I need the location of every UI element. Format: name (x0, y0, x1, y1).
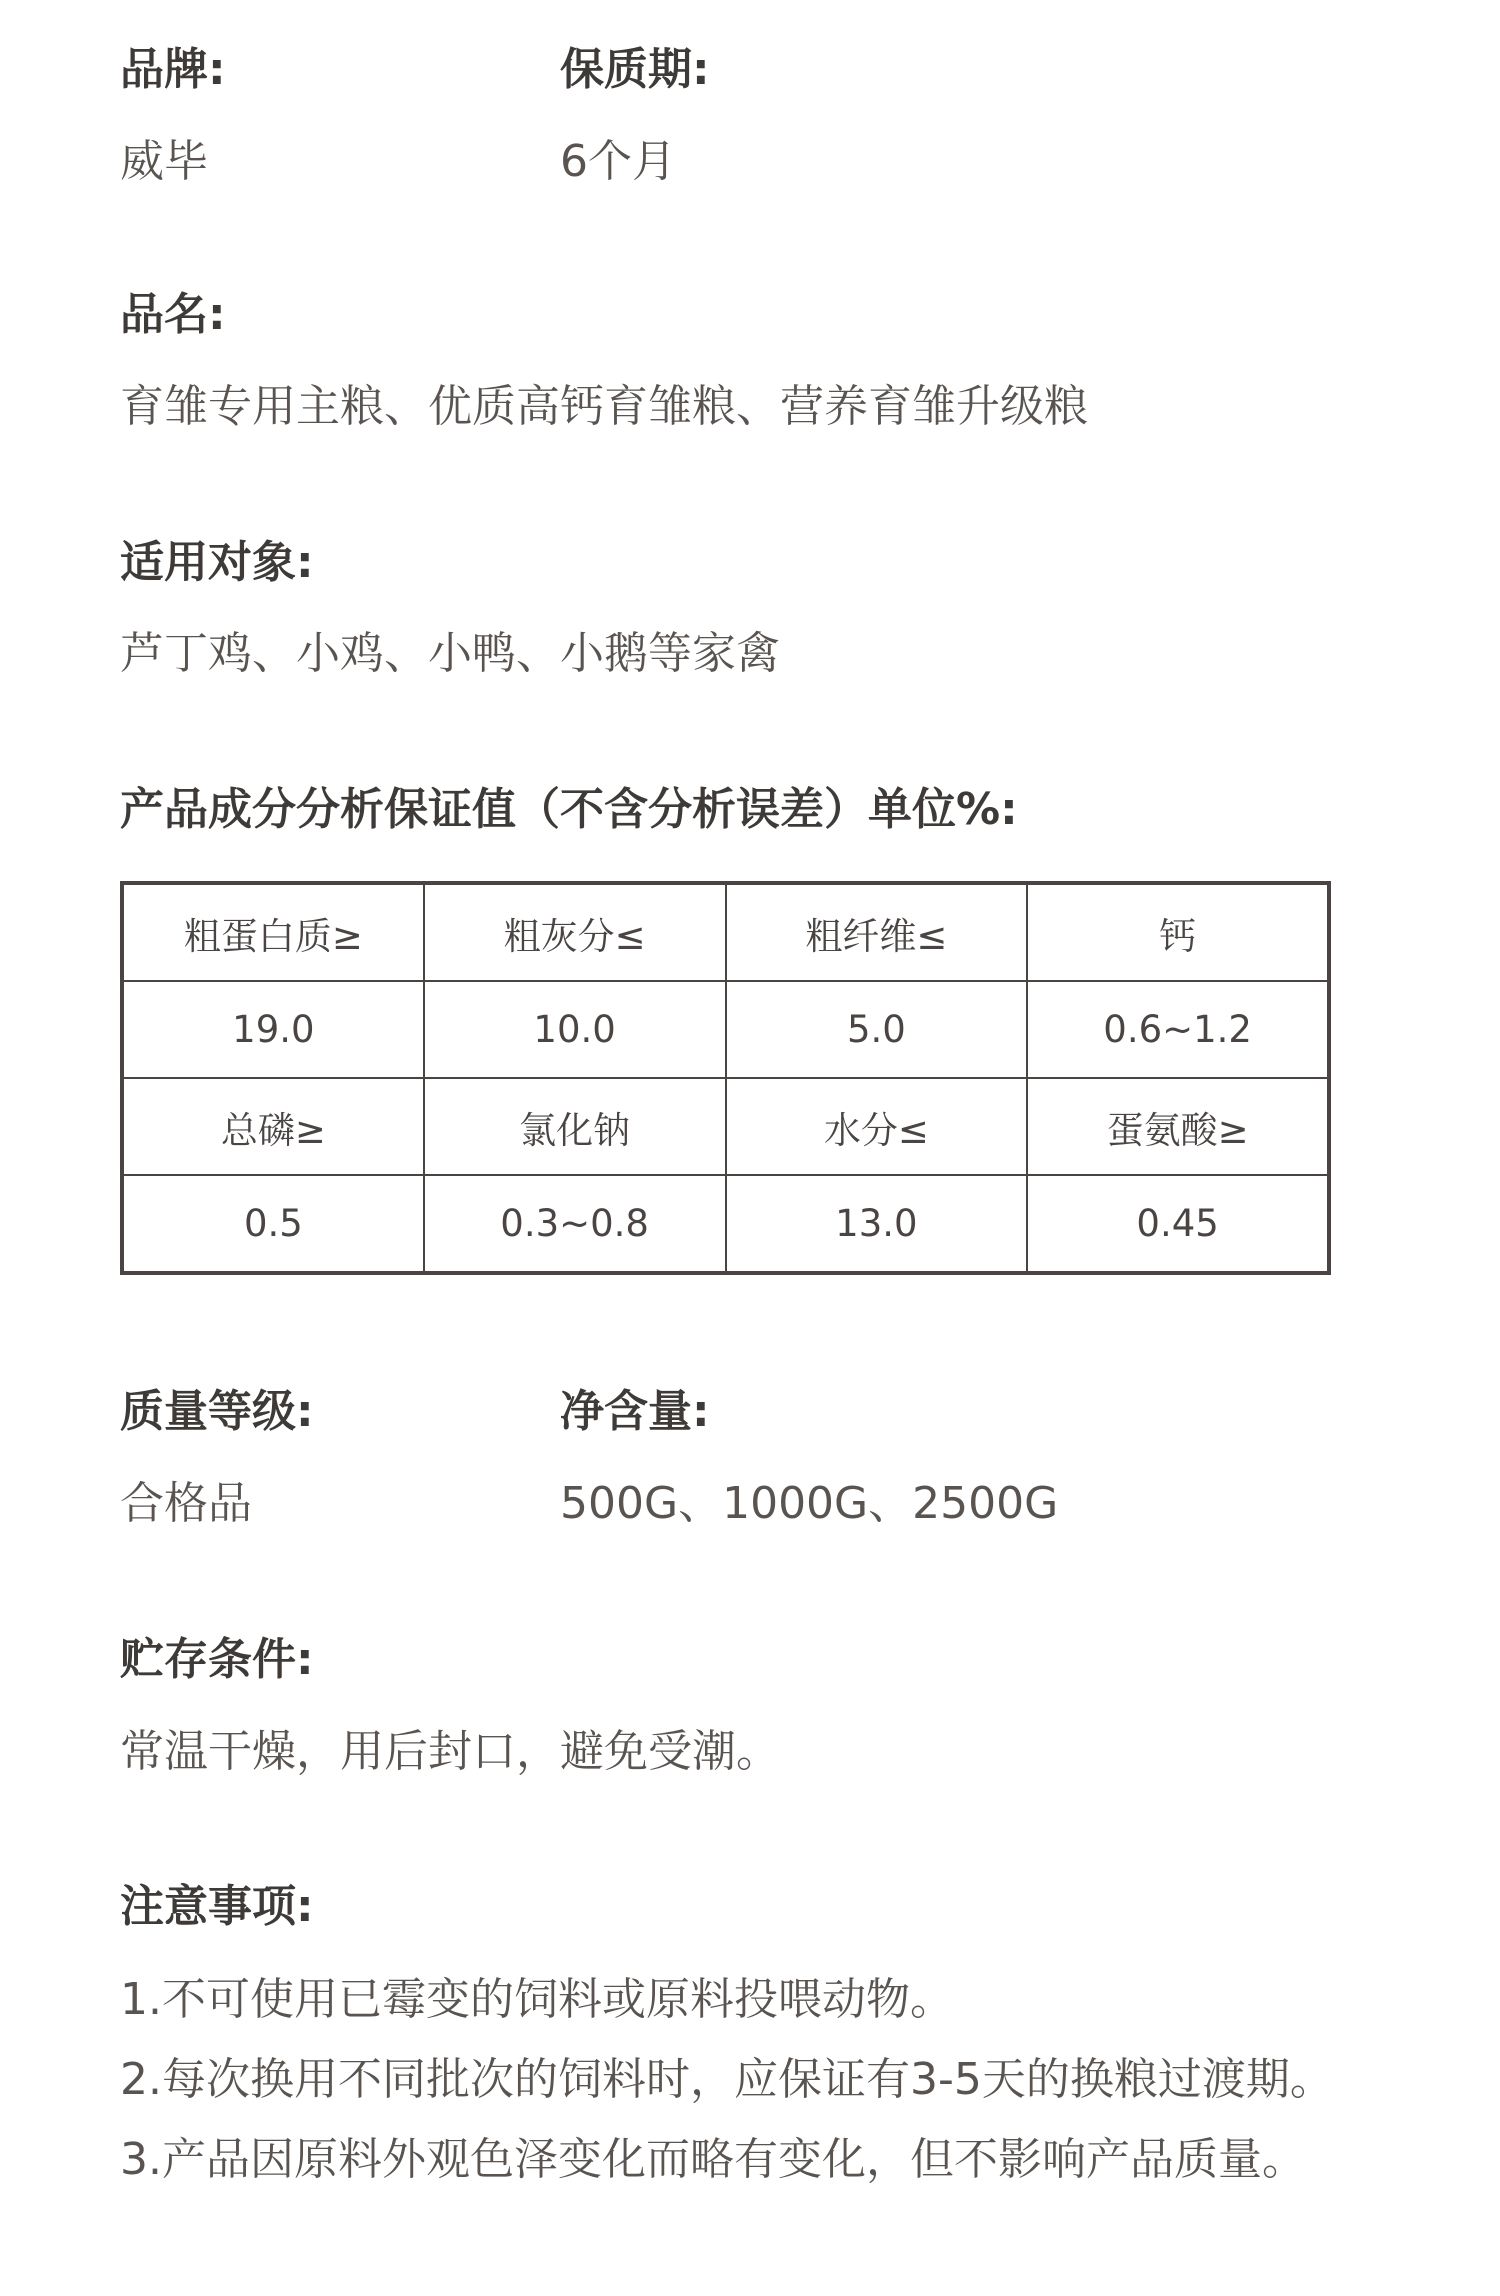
table-cell-methionine-label: 蛋氨酸≥ (1027, 1078, 1329, 1175)
net-content-label: 净含量: (560, 1386, 710, 1437)
shelf-life-label: 保质期: (560, 44, 710, 95)
shelf-life-value: 6个月 (560, 136, 676, 187)
table-row (122, 1078, 1329, 1175)
storage-value: 常温干燥，用后封口，避免受潮。 (120, 1726, 780, 1777)
table-row (122, 1175, 1329, 1273)
table-cell-moisture-label: 水分≤ (726, 1078, 1028, 1175)
table-row (122, 883, 1329, 981)
table-cell-moisture-value: 13.0 (726, 1175, 1028, 1273)
analysis-table (120, 881, 1331, 1275)
note-item: 1.不可使用已霉变的饲料或原料投喂动物。 (120, 1974, 954, 2025)
table-cell-crude-ash-value: 10.0 (424, 981, 726, 1078)
table-cell-calcium-value: 0.6~1.2 (1027, 981, 1329, 1078)
product-name-label: 品名: (120, 289, 226, 340)
product-name-value: 育雏专用主粮、优质高钙育雏粮、营养育雏升级粮 (120, 381, 1088, 432)
quality-grade-label: 质量等级: (120, 1386, 314, 1437)
note-item: 2.每次换用不同批次的饲料时，应保证有3-5天的换粮过渡期。 (120, 2054, 1334, 2105)
applicable-value: 芦丁鸡、小鸡、小鸭、小鹅等家禽 (120, 628, 780, 679)
storage-label: 贮存条件: (120, 1634, 314, 1685)
table-cell-crude-ash-label: 粗灰分≤ (424, 883, 726, 981)
notes-list (120, 1960, 1334, 2200)
brand-label: 品牌: (120, 44, 226, 95)
applicable-label: 适用对象: (120, 537, 314, 588)
table-cell-calcium-label: 钙 (1027, 883, 1329, 981)
table-cell-crude-fiber-label: 粗纤维≤ (726, 883, 1028, 981)
table-cell-total-phosphorus-value: 0.5 (122, 1175, 424, 1273)
net-content-value: 500G、1000G、2500G (560, 1478, 1059, 1529)
table-cell-sodium-chloride-label: 氯化钠 (424, 1078, 726, 1175)
quality-grade-value: 合格品 (120, 1478, 252, 1529)
analysis-title: 产品成分分析保证值（不含分析误差）单位%: (120, 784, 1018, 835)
notes-label: 注意事项: (120, 1881, 314, 1932)
table-cell-crude-protein-value: 19.0 (122, 981, 424, 1078)
table-cell-methionine-value: 0.45 (1027, 1175, 1329, 1273)
table-row (122, 981, 1329, 1078)
table-cell-total-phosphorus-label: 总磷≥ (122, 1078, 424, 1175)
table-cell-sodium-chloride-value: 0.3~0.8 (424, 1175, 726, 1273)
note-item: 3.产品因原料外观色泽变化而略有变化，但不影响产品质量。 (120, 2134, 1306, 2185)
table-cell-crude-protein-label: 粗蛋白质≥ (122, 883, 424, 981)
brand-value: 威毕 (120, 136, 208, 187)
table-cell-crude-fiber-value: 5.0 (726, 981, 1028, 1078)
